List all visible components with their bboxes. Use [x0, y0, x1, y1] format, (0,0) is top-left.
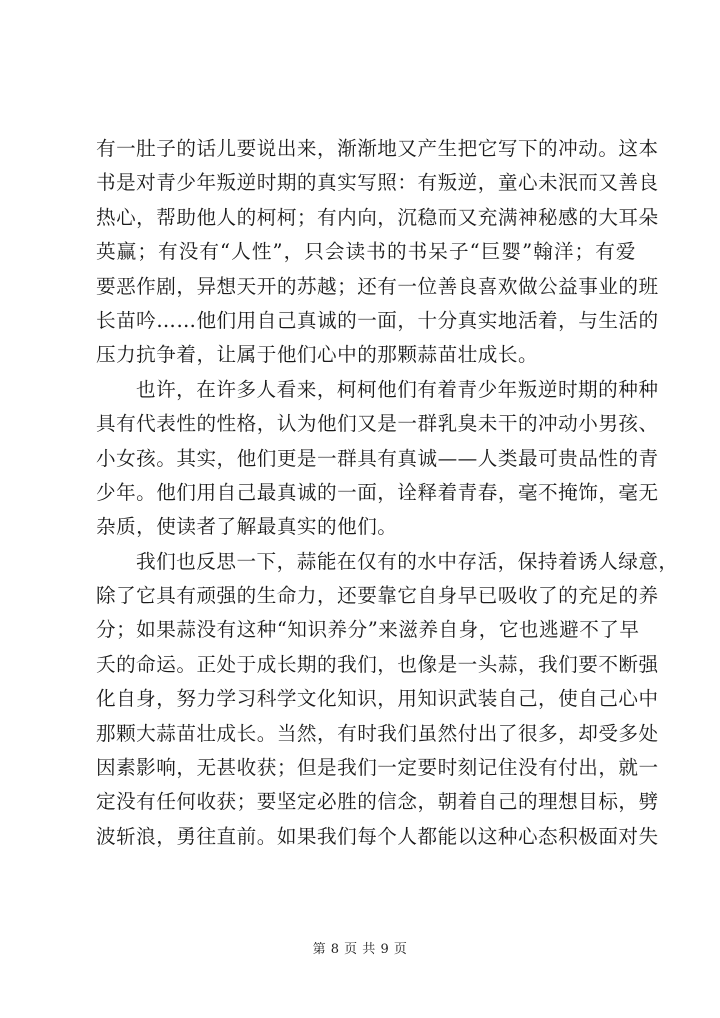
text-line: 因素影响，无甚收获；但是我们一定要时刻记住没有付出，就一: [96, 756, 659, 780]
text-line: 书是对青少年叛逆时期的真实写照：有叛逆，童心未泯而又善良: [96, 171, 659, 195]
text-line: 有一肚子的话儿要说出来，渐渐地又产生把它写下的冲动。这本: [96, 137, 659, 160]
text-line: 那颗大蒜苗壮成长。当然，有时我们虽然付出了很多，却受多处: [96, 721, 659, 745]
text-line: 小女孩。其实，他们更是一群具有真诚——人类最可贵品性的青: [96, 446, 659, 470]
paragraph-first-line: 也许，在许多人看来，柯柯他们有着青少年叛逆时期的种种: [136, 377, 659, 401]
text-line: 英赢；有没有“人性”，只会读书的书呆子“巨婴”翰洋；有爱: [96, 240, 636, 264]
text-line: 长苗吟……他们用自己真诚的一面，十分真实地活着，与生活的: [96, 308, 659, 332]
page-footer: 第 8 页 共 9 页: [312, 942, 408, 957]
text-line: 波斩浪，勇往直前。如果我们每个人都能以这种心态积极面对失: [96, 824, 659, 848]
paragraph-first-line: 我们也反思一下，蒜能在仅有的水中存活，保持着诱人绿意，: [136, 549, 679, 573]
text-line: 压力抗争着，让属于他们心中的那颗蒜苗壮成长。: [96, 343, 539, 367]
body-text: [96, 132, 679, 854]
text-line: 夭的命运。正处于成长期的我们，也像是一头蒜，我们要不断强: [96, 652, 659, 676]
text-line: 化自身，努力学习科学文化知识，用知识武装自己，使自己心中: [96, 687, 659, 711]
text-line: 分；如果蒜没有这种“知识养分”来滋养自身，它也逃避不了早: [96, 618, 640, 642]
text-line: 要恶作剧，异想天开的苏越；还有一位善良喜欢做公益事业的班: [96, 274, 659, 298]
text-line: 杂质，使读者了解最真实的他们。: [96, 515, 398, 539]
text-line: 除了它具有顽强的生命力，还要靠它自身早已吸收了的充足的养: [96, 584, 659, 608]
text-line: 具有代表性的性格，认为他们又是一群乳臭未干的冲动小男孩、: [96, 412, 659, 436]
text-line: 定没有任何收获；要坚定必胜的信念，朝着自己的理想目标，劈: [96, 790, 659, 814]
text-line: 热心，帮助他人的柯柯；有内向，沉稳而又充满神秘感的大耳朵: [96, 205, 659, 229]
text-line: 少年。他们用自己最真诚的一面，诠释着青春，毫不掩饰，毫无: [96, 480, 659, 504]
